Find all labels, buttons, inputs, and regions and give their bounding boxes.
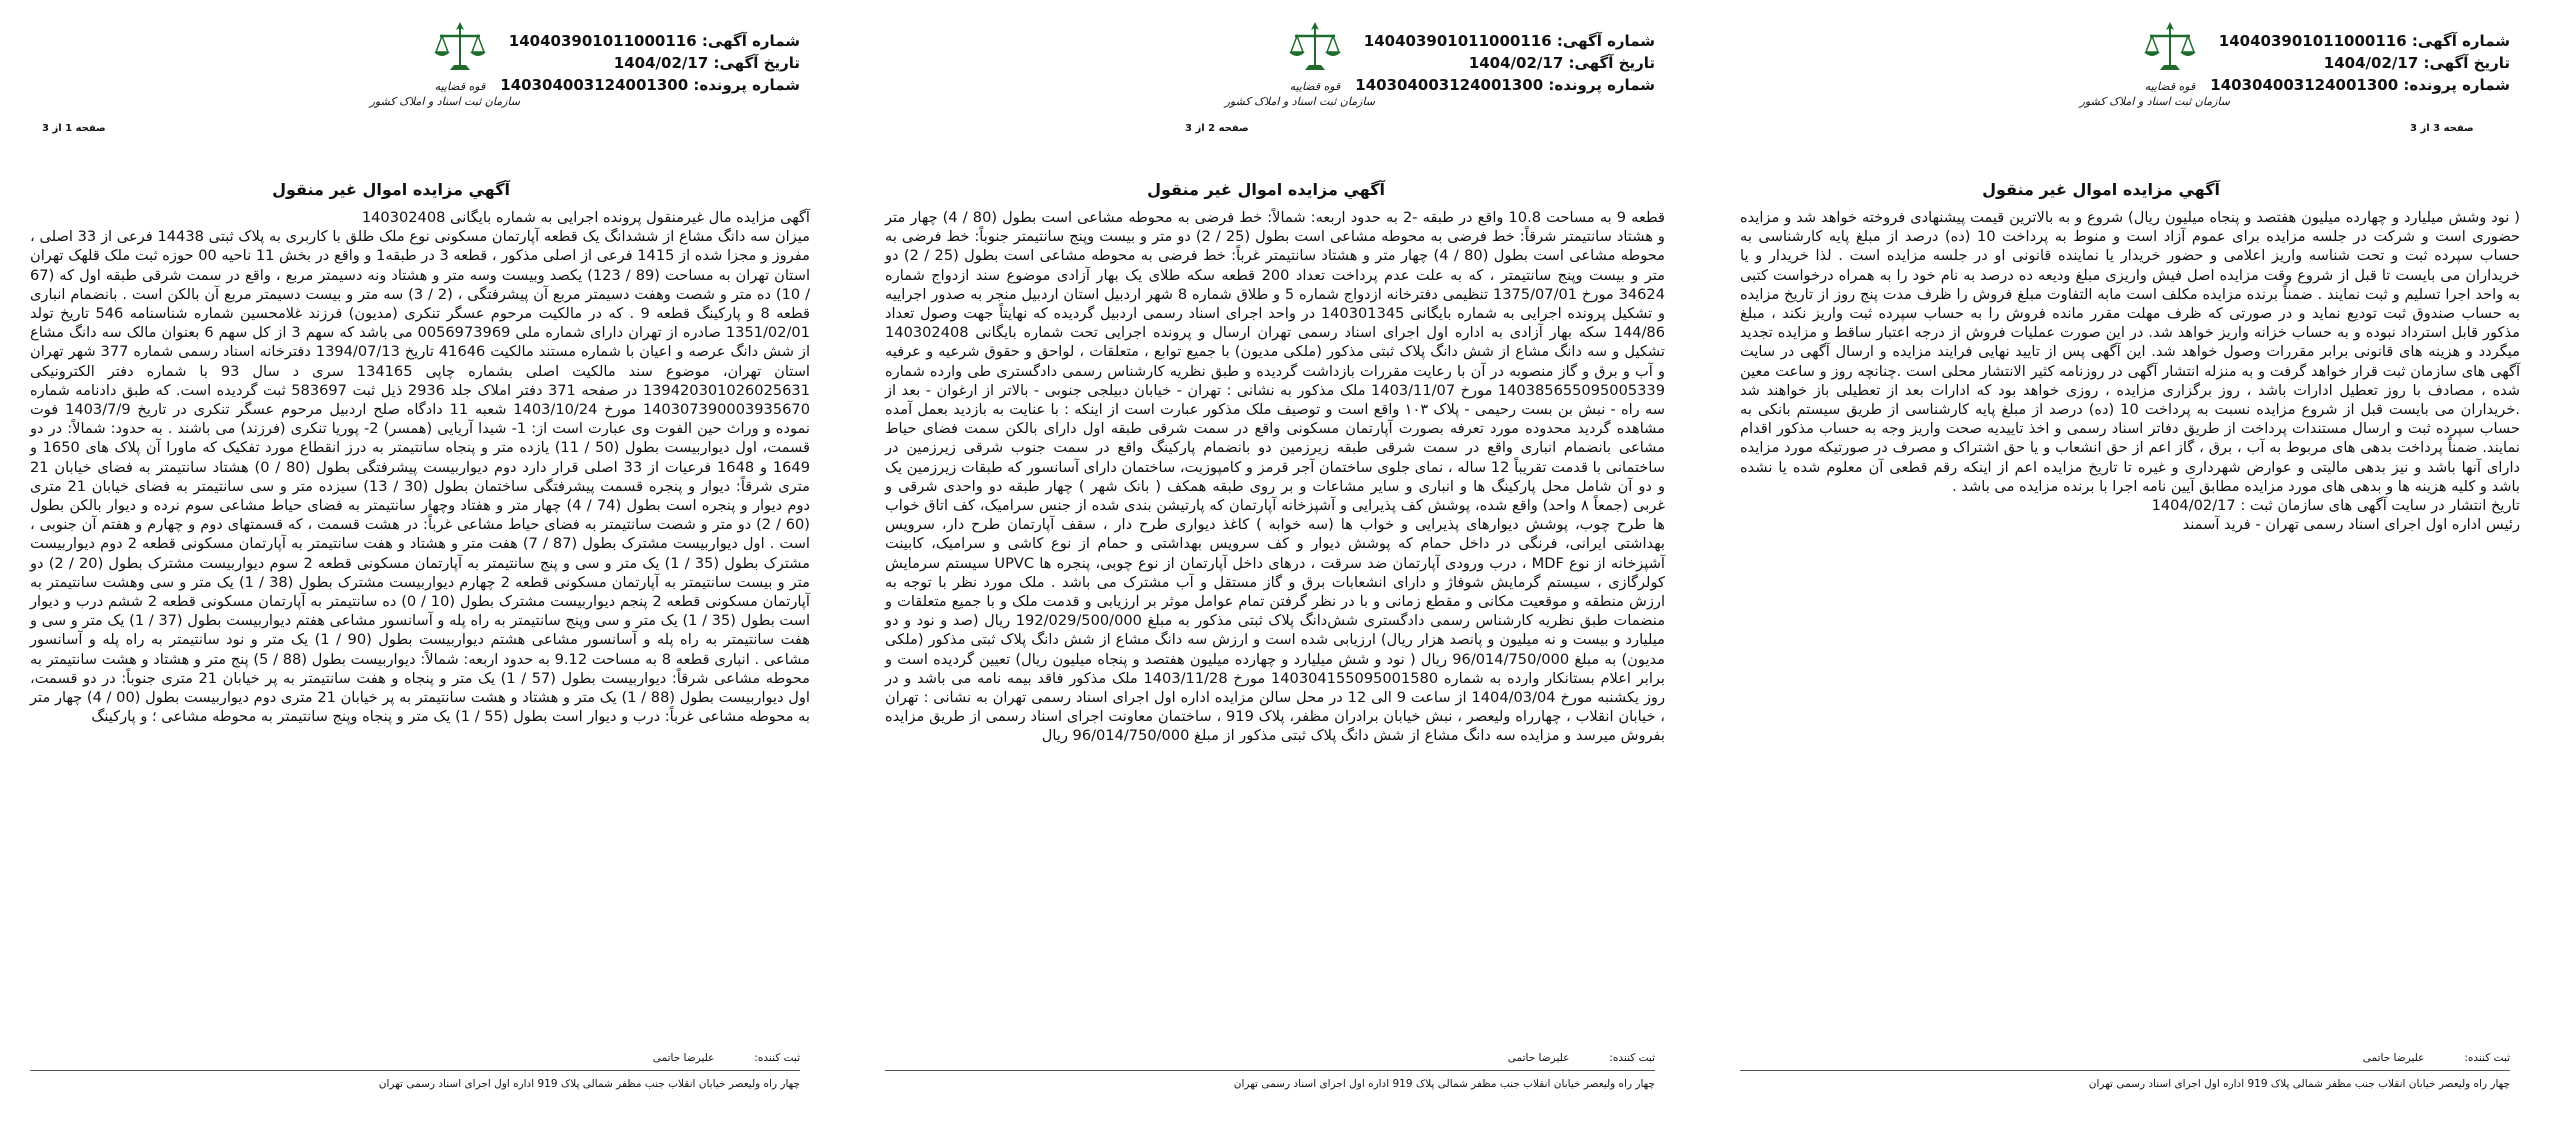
case-number-label: شماره پرونده: <box>1548 76 1655 94</box>
scales-of-justice-icon <box>430 18 490 78</box>
case-number-label: شماره پرونده: <box>2403 76 2510 94</box>
case-number: 140304003124001300 <box>1355 76 1544 94</box>
judiciary-label: قوه قضاییه <box>1289 80 1341 93</box>
ad-number: 140403901011000116 <box>1363 32 1552 50</box>
judiciary-emblem <box>369 18 520 110</box>
ad-number-row <box>2210 30 2510 52</box>
case-number-row <box>2210 74 2510 96</box>
registrar-name: عليرضا حاتمی <box>2362 1052 2425 1064</box>
registrar-label: ثبت کننده: <box>754 1052 800 1064</box>
registrar-line <box>1740 1050 2510 1066</box>
ad-date: 1404/02/17 <box>2323 54 2419 72</box>
page-indicator: صفحه 1 از 3 <box>42 123 106 134</box>
office-address: چهار راه وليعصر خيابان انقلاب جنب مظفر شمالی پلاک 919 اداره اول اجرای اسناد رسمی تهران <box>2088 1078 2510 1090</box>
notice-body: قطعه 9 به مساحت 10.8 واقع در طبقه -2 به حدود اربعه: شمالاً: خط فرضی به محوطه مشاعی است بطول (80 / 4) چهار متر و هشتاد سانتيمتر شرقاً: خط فرضی به محوطه مشاعی است بطول (25 / 2) دو متر و بيست وپنج سانتيمتر جنوباً: خط فرضی به محوطه مشاعی است بطول (80 / 4) چهار متر و هشتاد سانتيمتر غرباً: خط فرضی به محوطه مشاعی است بطول (25 / 2) دو متر و بيست وپنج سانتيمتر ، که به علت عدم پرداخت تعداد 200 قطعه سکه طلای يک بهار آزادی موضوع سند ازدواج شماره 34624 مورخ 1375/07/01 تنظيمی دفترخانه ازدواج شماره 5 و طلاق شماره 8 شهر اردبيل استان اردبيل منجر به صدور اجراييه و تشکيل پرونده اجرايی به شماره بايگانی 140301345 در واحد اجرای اسناد رسمی اردبيل گرديده که نهايتاً جهت وصول تعداد 144/86 سکه بهار آزادی به اداره اول اجرای اسناد رسمی تهران ارسال و پرونده اجرايی تحت شماره بايگانی 140302408 تشکيل و سه دانگ مشاع از شش دانگ پلاک ثبتی مذکور (ملکی مديون) با جميع توابع ، متعلقات ، لواحق و حقوق شرعيه و عرفيه و آب و برق و گاز منصوبه در آن با رعايت مقررات بازداشت گرديده و طبق نظريه کارشناس رسمی دادگستری طی وارده شماره 140385655095005339 مورخ 1403/11/07 ملک مذکور به نشانی : تهران - خيابان دبيلجی جنوبی - بالاتر از ارغوان - بعد از سه راه - نبش بن بست رحيمی - پلاک ١٠٣ واقع است و توصيف ملک مذکور عبارت است از اينکه : با عنايت به بازديد بعمل آمده مشاهده گرديد محدوده مورد تعرفه بصورت آپارتمان مسکونی واقع در سمت شرقی طبقه اول دارای بالکن سمت فضای حياط مشاعی بانضمام انباری واقع در سمت شرقی طبقه زيرزمين دو بانضمام پارکينگ واقع در سمت جنوب شرقی زيرزمين در ساختمانی با قدمت تقريباً 12 ساله ، نمای جلوی ساختمان آجر قرمز و کامپوزيت، ساختمان دارای آسانسور که طبقات زيرزمين يک و دو آن شامل محل پارکينگ ها و انباری و ساير مشاعات و بر روی طبقه همکف ( بانک شهر ) چهار طبقه دو واحدی شرقی و غربی (جمعاً ٨ واحد) واقع شده، پوشش کف پذيرايی و آشپزخانه آپارتمان که پارتيشن بندی شده از جنس سراميک، کف اتاق خواب ها طرح چوب، پوشش ديوارهای پذيرايی و خواب ها (سه خوابه ) کاغذ ديواری طرح دار ، سقف آپارتمان طرح دار، سرويس بهداشتی ايرانی، فرنگی در داخل حمام که پوشش ديوار و کف سرويس بهداشتی و حمام از نوع کاشی و سراميک، کابينت آشپزخانه از نوع MDF ، درب ورودی آپارتمان ضد سرقت ، درهای داخل آپارتمان از نوع چوبی، پنجره ها UPVC سيستم سرمايش کولرگازی ، سيستم گرمايش شوفاژ و دارای انشعابات برق و گاز مستقل و آب مشترک می باشد . ملک مورد نظر با توجه به ارزش منطقه و موقعيت مکانی و مقطع زمانی و با در نظر گرفتن تمام عوامل موثر بر ارزيابی و قدمت ملک و با جميع متعلقات و منضمات طبق نظريه کارشناس رسمی دادگستری شش‌دانگ پلاک ثبتی مذکور به مبلغ 192/029/500/000 ريال (صد و نود و دو ميليارد و بيست و نه ميليون و پانصد هزار ريال) ارزيابی شده است و ارزش سه دانگ مشاع از شش دانگ پلاک ثبتی مذکور (ملکی مديون) به مبلغ 96/014/750/000 ريال ( نود و شش ميليارد و چهارده ميليون هفتصد و پنجاه ميليون ريال) تعيين گرديده است و برابر اعلام بستانکار وارده به شماره 140304155095001580 مورخ 1403/11/28 ملک مذکور فاقد بيمه نامه می باشد و در روز يکشنبه مورخ 1404/03/04 از ساعت 9 الی 12 در محل سالن مزايده اداره اول اجرای اسناد رسمی تهران به نشانی : تهران ، خيابان انقلاب ، چهارراه وليعصر ، نبش خيابان برادران مظفر، پلاک 919 ، ساختمان معاونت اجرای اسناد رسمی از طريق مزايده بفروش ميرسد و مزايده سه دانگ مشاع از شش دانگ پلاک ثبتی مذکور از مبلغ 96/014/750/000 ريال <box>885 209 1666 745</box>
ad-header <box>1355 30 1655 96</box>
case-number-row <box>500 74 800 96</box>
case-number-label: شماره پرونده: <box>693 76 800 94</box>
judiciary-label: قوه قضاییه <box>2144 80 2196 93</box>
ad-date-row <box>2210 52 2510 74</box>
ad-number-label: شماره آگهی: <box>2411 32 2510 50</box>
judiciary-emblem <box>1224 18 1375 110</box>
ad-number: 140403901011000116 <box>508 32 697 50</box>
ad-number-label: شماره آگهی: <box>701 32 800 50</box>
ad-date-row <box>1355 52 1655 74</box>
signoff <box>1740 1050 2510 1092</box>
signoff <box>30 1050 800 1092</box>
scales-of-justice-icon <box>2140 18 2200 78</box>
ad-header <box>500 30 800 96</box>
ad-header <box>2210 30 2510 96</box>
ad-date-label: تاریخ آگهی: <box>2423 54 2510 72</box>
notice-body: ( نود وشش ميليارد و چهارده ميليون هفتصد و پنجاه ميليون ريال) شروع و به بالاترين قيمت پيشنهادی فروخته خواهد شد و مزايده حضوری است و شرکت در جلسه مزايده برای عموم آزاد است و منوط به پرداخت 10 (ده) درصد از مبلغ پايه کارشناسی به حساب سپرده ثبت و تحت شناسه واريز اعلامی و حضور خريدار يا نماينده قانونی او در جلسه مزايده است . لذا خريدار و يا خريداران می بايست تا قبل از شروع وقت مزايده اصل فيش واريزی مبلغ وديعه ده درصد به نام خود را به همراه درخواست کتبی به واحد اجرا تسليم و ثبت نمايند . ضمناً برنده مزايده مکلف است مابه التفاوت مبلغ فروش را ظرف مدت پنج روز از تاريخ مزايده به حساب صندوق ثبت توديع نمايد و در صورتی که ظرف مهلت مقرر مانده فروش را به حساب سپرده ثبت واريز نکند ، مبلغ مذکور قابل استرداد نبوده و به حساب خزانه واريز خواهد شد. در اين صورت عمليات فروش از درجه اعتبار ساقط و مزايده تجديد ميگردد و هزينه های قانونی برابر مقررات وصول خواهد شد. اين آگهی پس از تاييد نهايی فرايند مزايده و ارسال آگهی در سايت آگهی های سازمان ثبت قرار خواهد گرفت و به منزله انتشار آگهی در روزنامه کثير الانتشار محلی است .چنانچه روز و ساعت معين شده ، مصادف با روز تعطيل ادارات باشد ، روز برگزاری مزايده ، روزی خواهد بود که ادارات بعد از تعطيلی باز خواهند شد .خريداران می بايست قبل از شروع مزايده نسبت به پرداخت 10 (ده) درصد از مبلغ پايه کارشناسی از طريق سيستم بانکی به حساب سپرده ثبت و ارسال مستندات پرداخت از طريق دفاتر اسناد رسمی و اخذ تاييديه صحت واريز وجه به حساب مذکور اقدام نمايند. ضمناً پرداخت بدهی های مربوط به آب ، برق ، گاز اعم از حق انشعاب و يا حق اشتراک و مصرف در صورتيکه مورد مزايده دارای آنها باشد و نيز بدهی ماليتی و عوارض شهرداری و غيره تا تاريخ مزايده اعم از اينکه رقم قطعی آن معلوم شده يا نشده باشد و کليه هزينه ها و بدهی های مورد مزايده مطابق آيين نامه اجرا با برنده مزايده می باشد . تاريخ انتشار در سايت آگهی های سازمان ثبت : 1404/02/17 رئيس اداره اول اجرای اسناد رسمی تهران - فريد آسمند <box>1740 209 2520 534</box>
judiciary-emblem <box>2079 18 2230 110</box>
ad-number-row <box>1355 30 1655 52</box>
ad-date: 1404/02/17 <box>613 54 709 72</box>
document-page-2 <box>855 0 1695 1135</box>
registrar-label: ثبت کننده: <box>1609 1052 1655 1064</box>
case-number-row <box>1355 74 1655 96</box>
office-address: چهار راه وليعصر خيابان انقلاب جنب مظفر شمالی پلاک 919 اداره اول اجرای اسناد رسمی تهران <box>1233 1078 1655 1090</box>
page-indicator: صفحه 3 از 3 <box>2410 123 2474 134</box>
notice-body: آگهی مزايده مال غيرمنقول پرونده اجرايی به شماره بايگانی 140302408 ميزان سه دانگ مشاع از ششدانگ يک قطعه آپارتمان مسکونی نوع ملک طلق با کاربری به پلاک ثبتی 14438 فرعی از 33 اصلی ، مفروز و مجزا شده از 1415 فرعی از اصلی مذکور ، قطعه 3 در طبقه1 و واقع در بخش 11 ناحيه 00 حوزه ثبت ملک قلهک تهران استان تهران به مساحت (89 / 123) يکصد وبيست وسه متر و هشتاد ونه دسيمتر مربع ، واقع در سمت شرقی طبقه اول که (67 / 10) ده متر و شصت وهفت دسيمتر مربع آن پيشرفتگی ، (2 / 3) سه متر و بيست دسيمتر مربع آن بالکن است . بانضمام انباری قطعه 8 و پارکينگ قطعه 9 . که در مالکيت مرحوم عسگر تنکری (مديون) فرزند غلامحسين شماره شناسنامه 546 تاريخ تولد 1351/02/01 صادره از تهران دارای شماره ملی 0056973969 می باشد که سهم 3 از کل سهم 6 بعنوان مالک سه دانگ مشاع از شش دانگ عرصه و اعيان با شماره مستند مالکيت 41646 تاريخ 1394/07/13 دفترخانه اسناد رسمی شماره 377 شهر تهران استان تهران، موضوع سند مالکيت اصلی بشماره چاپی 134165 سری د سال 93 با شماره دفتر الکترونيکی 139420301026025631 در صفحه 371 دفتر املاک جلد 2936 ذيل ثبت 583697 ثبت گرديده است. که طبق دادنامه شماره 140307390003935670 مورخ 1403/10/24 شعبه 11 دادگاه صلح اردبيل مرحوم عسگر تنکری در تاريخ 1403/7/9 فوت نموده و وراث حين الفوت وی عبارت است از: 1- شيدا آريايی (همسر) 2- پوريا تنکری (فرزند) می باشند . به حدود: شمالاً: در دو قسمت، اول ديواربيست بطول (50 / 11) يازده متر و پنجاه سانتيمتر به درز انقطاع مورد تفکيک که ماورا آن پلاک های 1650 و 1649 و 1648 فرعيات از 33 اصلی قرار دارد دوم ديواربيست پيشرفتگی بطول (80 / 0) هشتاد سانتيمتر به فضای خيابان 21 متری شرقاً: ديوار و پنجره قسمت پيشرفتگی ساختمان بطول (30 / 13) سيزده متر و سی سانتيمتر به فضای خيابان 21 متری دوم ديوار و پنجره است بطول (74 / 4) چهار متر و هفتاد وچهار سانتيمتر به فضای حياط مشاعی سوم نرده و ديوار بالکن بطول (60 / 2) دو متر و شصت سانتيمتر به فضای حياط مشاعی غرباً: در هشت قسمت ، که قسمتهای دوم و چهارم و هفتم آن جنوبی ، است . اول ديواربيست مشترک بطول (87 / 7) هفت متر و هشتاد و هفت سانتيمتر به آپارتمان مسکونی قطعه 2 دوم ديواربيست مشترک بطول (35 / 1) يک متر و سی و پنج سانتيمتر به آپارتمان مسکونی قطعه 2 سوم ديواربيست مشترک بطول (20 / 2) دو متر و بيست سانتيمتر به آپارتمان مسکونی قطعه 2 چهارم ديواربيست مشترک بطول (38 / 1) يک متر و سی وهشت سانتيمتر به آپارتمان مسکونی قطعه 2 پنجم ديواربيست مشترک بطول (10 / 0) ده سانتيمتر به آپارتمان مسکونی قطعه 2 ششم درب و ديوار است بطول (35 / 1) يک متر و سی وپنج سانتيمتر به راه پله و آسانسور مشاعی هفتم ديواربيست بطول (37 / 1) يک متر و سی و هفت سانتيمتر به راه پله و آسانسور مشاعی هشتم ديواربيست بطول (90 / 1) يک متر و نود سانتيمتر به راه پله و آسانسور مشاعی . انباری قطعه 8 به مساحت 9.12 به حدود اربعه: شمالاً: ديواربيست بطول (88 / 5) پنج متر و هشتاد و هشت سانتيمتر به محوطه مشاعی شرقاً: ديواربيست بطول (57 / 1) يک متر و پنجاه و هفت سانتيمتر به پر خيابان 21 متری جنوباً: در دو قسمت، اول ديواربيست بطول (88 / 1) يک متر و هشتاد و هشت سانتيمتر به پر خيابان 21 متری دوم ديواربيست بطول (00 / 4) چهار متر به محوطه مشاعی غرباً: درب و ديوار است بطول (55 / 1) يک متر و پنجاه وپنج سانتيمتر به محوطه مشاعی ؛ و پارکينگ <box>30 209 811 726</box>
ad-number: 140403901011000116 <box>2218 32 2407 50</box>
organization-name: سازمان ثبت اسناد و املاک کشور <box>1224 95 1375 108</box>
notice-title: آگهي مزايده اموال غير منقول <box>1147 180 1385 199</box>
divider <box>885 1070 1655 1071</box>
registrar-line <box>885 1050 1655 1066</box>
registrar-name: عليرضا حاتمی <box>652 1052 715 1064</box>
ad-date-label: تاريخ آگهی: <box>713 54 800 72</box>
notice-title: آگهي مزايده اموال غير منقول <box>1982 180 2220 199</box>
notice-title: آگهي مزايده اموال غير منقول <box>272 180 510 199</box>
office-address: چهار راه وليعصر خيابان انقلاب جنب مظفر شمالی پلاک 919 اداره اول اجرای اسناد رسمی تهران <box>378 1078 800 1090</box>
organization-name: سازمان ثبت اسناد و املاک کشور <box>2079 95 2230 108</box>
case-number: 140304003124001300 <box>2210 76 2399 94</box>
document-page-1 <box>0 0 840 1135</box>
page-indicator: صفحه 2 از 3 <box>1185 123 1249 134</box>
ad-number-label: شماره آگهی: <box>1556 32 1655 50</box>
organization-name: سازمان ثبت اسناد و املاک کشور <box>369 95 520 108</box>
registrar-name: عليرضا حاتمی <box>1507 1052 1570 1064</box>
ad-date: 1404/02/17 <box>1468 54 1564 72</box>
divider <box>30 1070 800 1071</box>
ad-date-label: تاريخ آگهی: <box>1568 54 1655 72</box>
case-number: 140304003124001300 <box>500 76 689 94</box>
registrar-label: ثبت کننده: <box>2464 1052 2510 1064</box>
scales-of-justice-icon <box>1285 18 1345 78</box>
signoff <box>885 1050 1655 1092</box>
ad-number-row <box>500 30 800 52</box>
ad-date-row <box>500 52 800 74</box>
document-page-3 <box>1710 0 2550 1135</box>
registrar-line <box>30 1050 800 1066</box>
judiciary-label: قوه قضاییه <box>434 80 486 93</box>
divider <box>1740 1070 2510 1071</box>
